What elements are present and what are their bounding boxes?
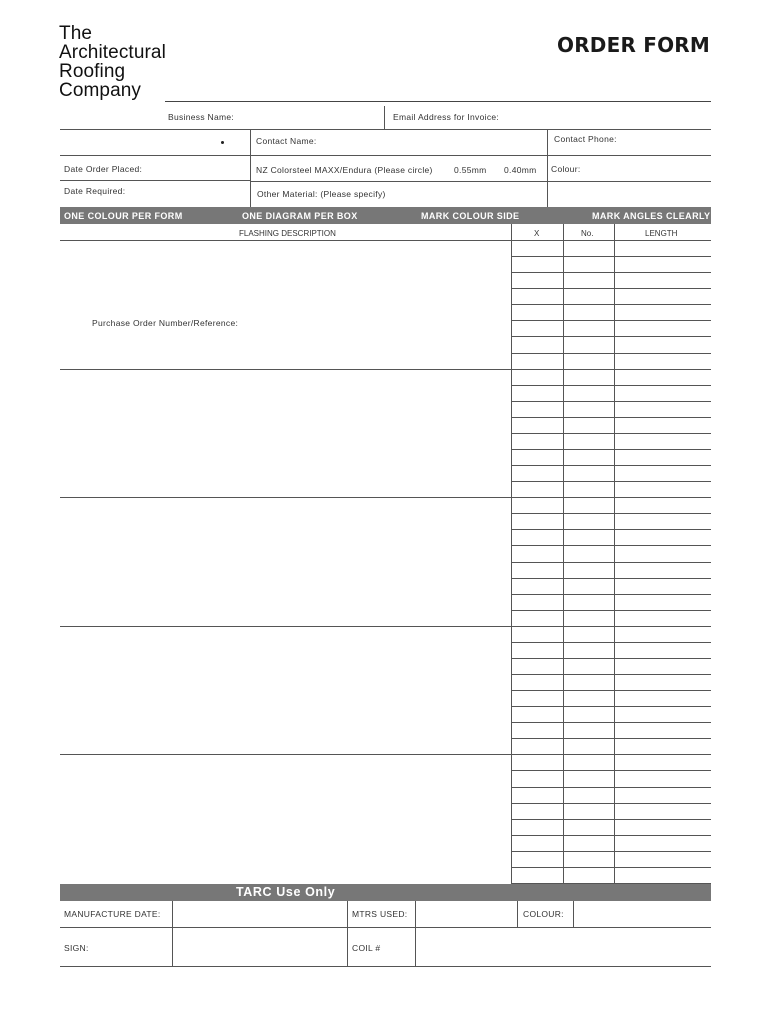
entry-row-rule [511, 738, 711, 739]
material-choice-label: NZ Colorsteel MAXX/Endura (Please circle) [256, 165, 433, 175]
col-header-no: No. [581, 229, 594, 238]
manufacture-date-label: MANUFACTURE DATE: [64, 909, 161, 919]
row-rule [60, 155, 711, 156]
logo-line-1: The [59, 23, 93, 44]
row-rule [60, 966, 711, 967]
logo-line-3: Roofing [59, 61, 126, 82]
entry-row-rule [511, 417, 711, 418]
divider [517, 901, 518, 927]
divider [250, 129, 251, 207]
tarc-band [60, 884, 711, 901]
diagram-box[interactable] [60, 240, 511, 369]
col-header-description: FLASHING DESCRIPTION [239, 229, 336, 238]
date-required-label: Date Required: [64, 186, 126, 196]
entry-row-rule [511, 642, 711, 643]
entry-row-rule [511, 610, 711, 611]
divider [384, 106, 385, 129]
divider [547, 129, 548, 207]
business-name-label: Business Name: [168, 112, 235, 122]
entry-row-rule [511, 497, 711, 498]
entry-row-rule [511, 803, 711, 804]
mtrs-used-label: MTRS USED: [352, 909, 408, 919]
logo-line-2: Architectural [59, 42, 166, 63]
contact-phone-label: Contact Phone: [554, 134, 617, 144]
diagram-box[interactable] [60, 369, 511, 498]
entry-row-rule [511, 754, 711, 755]
tarc-title: TARC Use Only [236, 885, 336, 899]
divider [573, 901, 574, 927]
entry-row-rule [511, 481, 711, 482]
divider [415, 901, 416, 966]
entry-row-rule [511, 529, 711, 530]
instruction-one-diagram: ONE DIAGRAM PER BOX [242, 211, 358, 221]
entry-row-rule [511, 513, 711, 514]
entry-row-rule [511, 385, 711, 386]
entry-row-rule [511, 433, 711, 434]
instruction-mark-angles: MARK ANGLES CLEARLY [592, 211, 711, 221]
entry-row-rule [511, 336, 711, 337]
coil-label: COIL # [352, 943, 381, 953]
colour-label: Colour: [551, 164, 581, 174]
entry-row-rule [511, 369, 711, 370]
col-header-x: X [534, 229, 540, 238]
entry-row-rule [511, 304, 711, 305]
col-header-length: LENGTH [645, 229, 678, 238]
entry-row-rule [511, 545, 711, 546]
entry-row-rule [511, 626, 711, 627]
entry-row-rule [511, 353, 711, 354]
date-order-placed-label: Date Order Placed: [64, 164, 143, 174]
entry-row-rule [511, 722, 711, 723]
entry-row-rule [511, 401, 711, 402]
entry-row-rule [511, 465, 711, 466]
row-rule [60, 129, 711, 130]
entry-row-rule [511, 288, 711, 289]
row-rule [60, 927, 711, 928]
entry-row-rule [511, 578, 711, 579]
entry-row-rule [511, 658, 711, 659]
sign-label: SIGN: [64, 943, 89, 953]
instruction-one-colour: ONE COLOUR PER FORM [64, 211, 183, 221]
entry-row-rule [511, 449, 711, 450]
email-invoice-label: Email Address for Invoice: [393, 112, 500, 122]
entry-row-rule [511, 835, 711, 836]
divider [172, 901, 173, 966]
diagram-box[interactable] [60, 754, 511, 883]
entry-row-rule [511, 770, 711, 771]
column-divider [563, 224, 564, 884]
entry-row-rule [511, 819, 711, 820]
row-rule [250, 181, 711, 182]
purchase-order-label: Purchase Order Number/Reference: [92, 318, 239, 328]
thickness-040[interactable]: 0.40mm [504, 165, 537, 175]
entry-row-rule [511, 690, 711, 691]
entry-row-rule [511, 256, 711, 257]
entry-row-rule [511, 787, 711, 788]
colour-tarc-label: COLOUR: [523, 909, 564, 919]
column-divider [511, 224, 512, 884]
contact-name-label: Contact Name: [256, 136, 317, 146]
bullet-dot [221, 141, 224, 144]
entry-row-rule [511, 674, 711, 675]
entry-row-rule [511, 851, 711, 852]
entry-row-rule [511, 562, 711, 563]
thickness-055[interactable]: 0.55mm [454, 165, 487, 175]
entry-row-rule [511, 272, 711, 273]
form-title: ORDER FORM [557, 33, 710, 57]
divider [347, 901, 348, 966]
instruction-mark-colour: MARK COLOUR SIDE [421, 211, 520, 221]
column-divider [614, 224, 615, 884]
diagram-box[interactable] [60, 497, 511, 626]
diagram-box[interactable] [60, 626, 511, 755]
logo-line-4: Company [59, 80, 142, 101]
other-material-label: Other Material: (Please specify) [257, 189, 386, 199]
header-rule [165, 101, 711, 102]
entry-row-rule [511, 594, 711, 595]
row-rule [60, 180, 250, 181]
entry-row-rule [511, 867, 711, 868]
entry-row-rule [511, 320, 711, 321]
entry-row-rule [511, 706, 711, 707]
